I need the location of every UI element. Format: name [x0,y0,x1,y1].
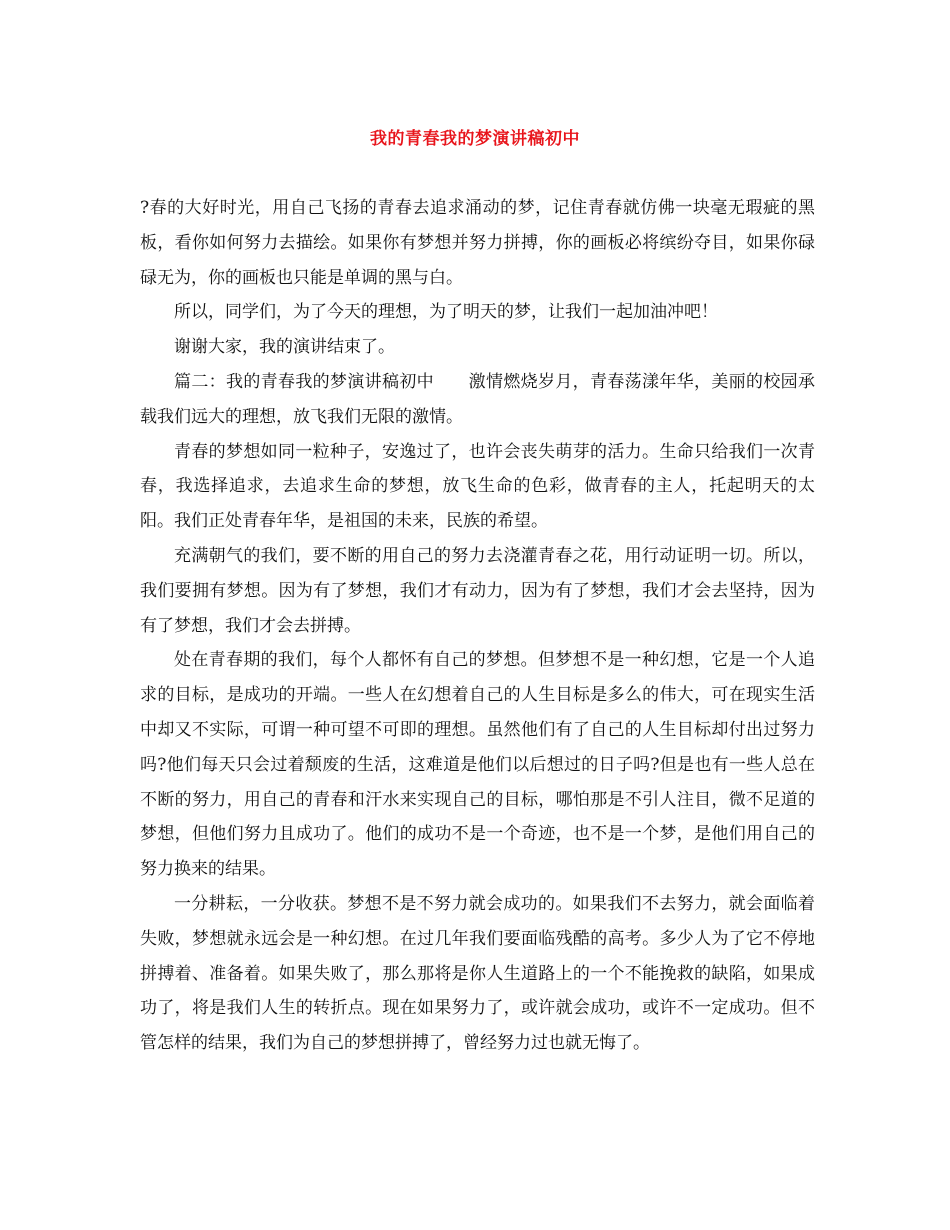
paragraph-6: 充满朝气的我们，要不断的用自己的努力去浇灌青春之花，用行动证明一切。所以，我们要拥有梦想。因为有了梦想，我们才有动力，因为有了梦想，我们才会去坚持，因为有了梦想，我们才会去拼搏。 [140,545,815,636]
paragraph-1: ?春的大好时光，用自己飞扬的青春去追求涌动的梦，记住青春就仿佛一块毫无瑕疵的黑板，看你如何努力去描绘。如果你有梦想并努力拼搏，你的画板必将缤纷夺目，如果你碌碌无为，你的画板也只能是单调的黑与白。 [140,198,815,288]
paragraph-2: 所以，同学们，为了今天的理想，为了明天的梦，让我们一起加油冲吧！ [174,302,718,323]
paragraph-5: 青春的梦想如同一粒种子，安逸过了，也许会丧失萌芽的活力。生命只给我们一次青春，我选择追求，去追求生命的梦想，放飞生命的色彩，做青春的主人，托起明天的太阳。我们正处青春年华，是祖国的未来，民族的希望。 [140,441,815,532]
paragraph-4: 篇二：我的青春我的梦演讲稿初中 激情燃烧岁月，青春荡漾年华，美丽的校园承载我们远大的理想，放飞我们无限的激情。 [140,371,815,427]
paragraph-8: 一分耕耘，一分收获。梦想不是不努力就会成功的。如果我们不去努力，就会面临着失败，梦想就永远会是一种幻想。在过几年我们要面临残酷的高考。多少人为了它不停地拼搏着、准备着。如果失败了，那么那将是你人生道路上的一个不能挽救的缺陷，如果成功了，将是我们人生的转折点。现在如果努力了，或许就会成功，或许不一定成功。但不管怎样的结果，我们为自己的梦想拼搏了，曾经努力过也就无悔了。 [140,893,815,1054]
paragraph-7: 处在青春期的我们，每个人都怀有自己的梦想。但梦想不是一种幻想，它是一个人追求的目标，是成功的开端。一些人在幻想着自己的人生目标是多么的伟大，可在现实生活中却又不实际，可谓一种可望不可即的理想。虽然他们有了自己的人生目标却付出过努力吗?他们每天只会过着颓废的生活，这难道是他们以后想过的日子吗?但是也有一些人总在不断的努力，用自己的青春和汗水来实现自己的目标，哪怕那是不引人注目，微不足道的梦想，但他们努力且成功了。他们的成功不是一个奇迹，也不是一个梦，是他们用自己的努力换来的结果。 [140,650,815,880]
paragraph-3: 谢谢大家，我的演讲结束了。 [174,337,395,358]
document-title: 我的青春我的梦演讲稿初中 [370,129,580,149]
document-body [140,191,815,1061]
